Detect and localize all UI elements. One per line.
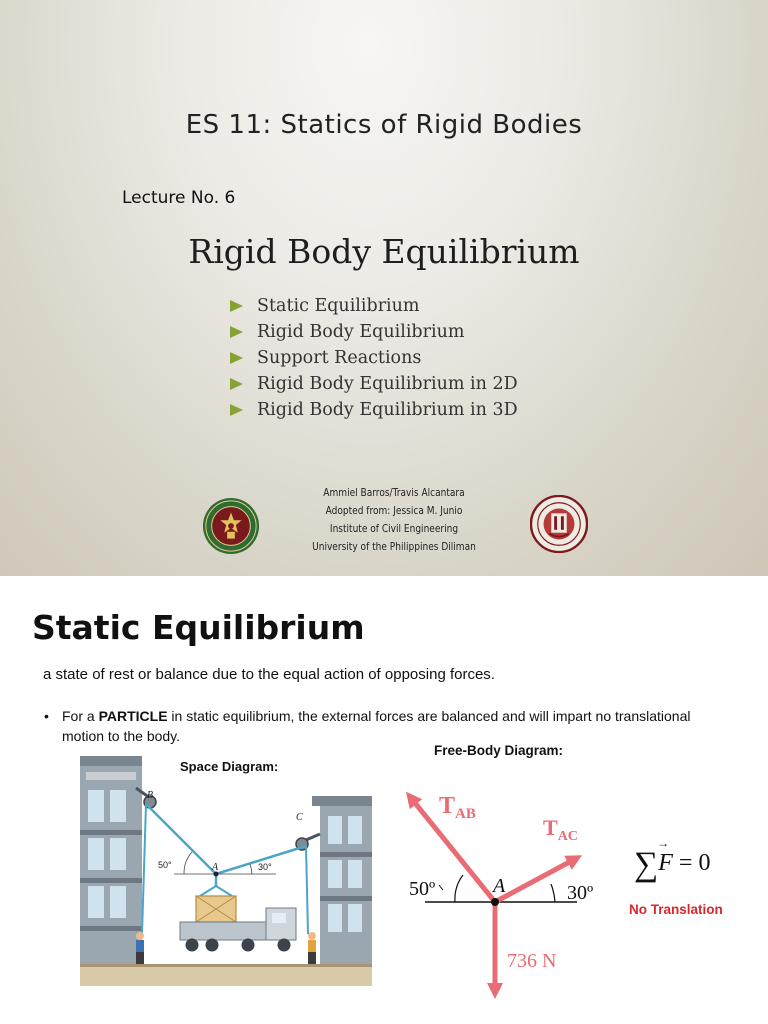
triangle-bullet-icon (230, 352, 243, 364)
bullet-dot-icon: • (44, 708, 49, 724)
topic-item: Rigid Body Equilibrium in 3D (230, 398, 518, 424)
particle-bullet: • For a PARTICLE in static equilibrium, the external forces are balanced and will impart no translational motion to the body. (44, 708, 691, 744)
topic-list (230, 294, 518, 424)
engineering-seal-logo (530, 495, 588, 553)
triangle-bullet-icon (230, 300, 243, 312)
space-angle-50: 50° (158, 860, 172, 870)
label-b: B (147, 790, 154, 801)
lecture-label: Lecture No. 6 (122, 188, 236, 208)
fbd-point-a: A (493, 875, 506, 897)
weight-label: 736 N (507, 950, 557, 972)
up-seal-logo (202, 497, 260, 555)
credits-block: Ammiel Barros/Travis Alcantara Adopted from: Jessica M. Junio Institute of Civil Engineering University of the Philippines Diliman (312, 487, 476, 553)
point-a-dot (491, 898, 499, 906)
no-translation-label: No Translation (629, 902, 723, 917)
slide-heading: Static Equilibrium (32, 608, 365, 647)
lecture-title: Rigid Body Equilibrium (188, 232, 580, 271)
content-slide (0, 576, 768, 1024)
tac-label: $T_{AC}$ (543, 815, 578, 844)
equilibrium-equation: ∑→ F = 0 (634, 846, 710, 884)
triangle-bullet-icon (230, 404, 243, 416)
fbd-label: Free-Body Diagram: (434, 743, 564, 758)
fbd-angle-30: 30º (567, 882, 594, 904)
space-diagram (80, 756, 372, 986)
particle-keyword: PARTICLE (98, 708, 168, 724)
triangle-bullet-icon (230, 378, 243, 390)
course-title: ES 11: Statics of Rigid Bodies (185, 110, 583, 140)
label-a: A (212, 862, 219, 873)
topic-item: Static Equilibrium (230, 294, 518, 320)
topic-item: Rigid Body Equilibrium (230, 320, 518, 346)
definition-text: a state of rest or balance due to the equal action of opposing forces. (43, 666, 495, 683)
fbd-angle-50: 50º (409, 878, 436, 900)
tension-ac-arrow (495, 859, 575, 902)
space-diagram-label: Space Diagram: (180, 759, 279, 774)
label-c: C (296, 812, 303, 823)
topic-item: Support Reactions (230, 346, 518, 372)
topic-item: Rigid Body Equilibrium in 2D (230, 372, 518, 398)
tab-label: $T_{AB}$ (439, 793, 476, 822)
space-angle-30: 30° (258, 862, 272, 872)
free-body-diagram (395, 771, 615, 1011)
triangle-bullet-icon (230, 326, 243, 338)
